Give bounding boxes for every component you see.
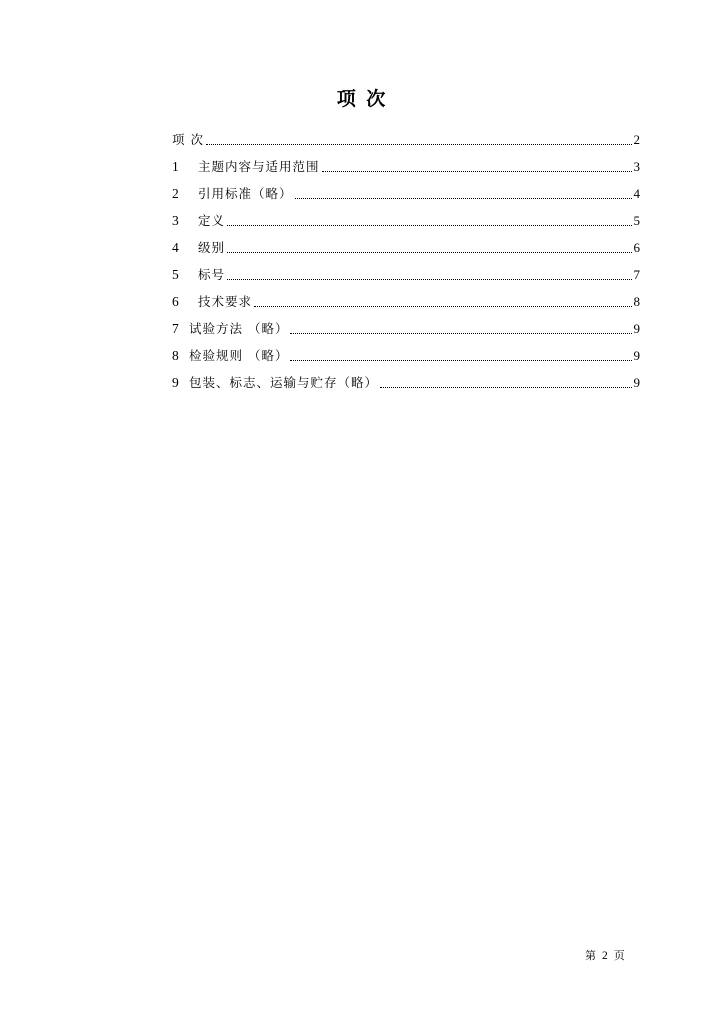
- toc-entry-number: 3: [172, 213, 179, 228]
- toc-entry-number: 6: [172, 294, 179, 309]
- toc-entry-contents[interactable]: [172, 121, 640, 148]
- toc-entry-label: 检验规则 （略）: [189, 348, 289, 363]
- toc-dot-leader: [290, 319, 631, 334]
- toc-entry-page: 9: [633, 321, 640, 336]
- footer-prefix: 第: [585, 949, 596, 962]
- toc-dot-leader: [227, 211, 631, 226]
- toc-entry-page: 6: [633, 240, 640, 255]
- toc-dot-leader: [295, 184, 632, 199]
- footer-suffix: 页: [613, 949, 625, 962]
- toc-entry-label: 项 次: [172, 132, 204, 147]
- toc-entry-page: 4: [633, 186, 640, 201]
- page-footer: [585, 947, 625, 963]
- toc-entry-label: 主题内容与适用范围: [198, 159, 320, 174]
- toc-dot-leader: [227, 265, 631, 280]
- toc-dot-leader: [227, 238, 631, 253]
- toc-entry-label: 技术要求: [198, 294, 253, 309]
- toc-entry-number: 2: [172, 186, 179, 201]
- toc-entry-3[interactable]: [172, 202, 640, 229]
- toc-entry-4[interactable]: [172, 229, 640, 256]
- toc-dot-leader: [206, 130, 632, 145]
- table-of-contents: [172, 121, 640, 391]
- toc-entry-8[interactable]: [172, 337, 640, 364]
- toc-dot-leader: [290, 346, 631, 361]
- toc-entry-number: 7: [172, 321, 179, 336]
- toc-dot-leader: [254, 292, 631, 307]
- toc-entry-7[interactable]: [172, 310, 640, 337]
- toc-entry-number: 9: [172, 375, 179, 390]
- toc-entry-9[interactable]: [172, 364, 640, 391]
- toc-entry-label: 引用标准（略）: [198, 186, 293, 201]
- page-title: 项 次: [336, 88, 388, 110]
- toc-entry-label: 级别: [198, 240, 226, 255]
- toc-entry-page: 7: [633, 267, 640, 282]
- footer-page-number: 2: [602, 950, 608, 962]
- toc-entry-page: 3: [633, 159, 640, 174]
- toc-dot-leader: [380, 373, 631, 388]
- toc-entry-number: 1: [172, 159, 179, 174]
- toc-entry-label: 试验方法 （略）: [189, 321, 289, 336]
- toc-entry-1[interactable]: [172, 148, 640, 175]
- toc-entry-label: 包装、标志、运输与贮存（略）: [189, 375, 379, 390]
- toc-entry-5[interactable]: [172, 256, 640, 283]
- toc-dot-leader: [322, 157, 632, 172]
- toc-entry-2[interactable]: [172, 175, 640, 202]
- toc-entry-page: 9: [633, 348, 640, 363]
- toc-entry-label: 定义: [198, 213, 226, 228]
- toc-entry-6[interactable]: [172, 283, 640, 310]
- toc-entry-number: 5: [172, 267, 179, 282]
- toc-entry-page: 5: [633, 213, 640, 228]
- toc-entry-page: 2: [633, 132, 640, 147]
- toc-entry-page: 9: [633, 375, 640, 390]
- toc-entry-label: 标号: [198, 267, 226, 282]
- toc-entry-number: 8: [172, 348, 179, 363]
- toc-entry-number: 4: [172, 240, 179, 255]
- toc-entry-page: 8: [633, 294, 640, 309]
